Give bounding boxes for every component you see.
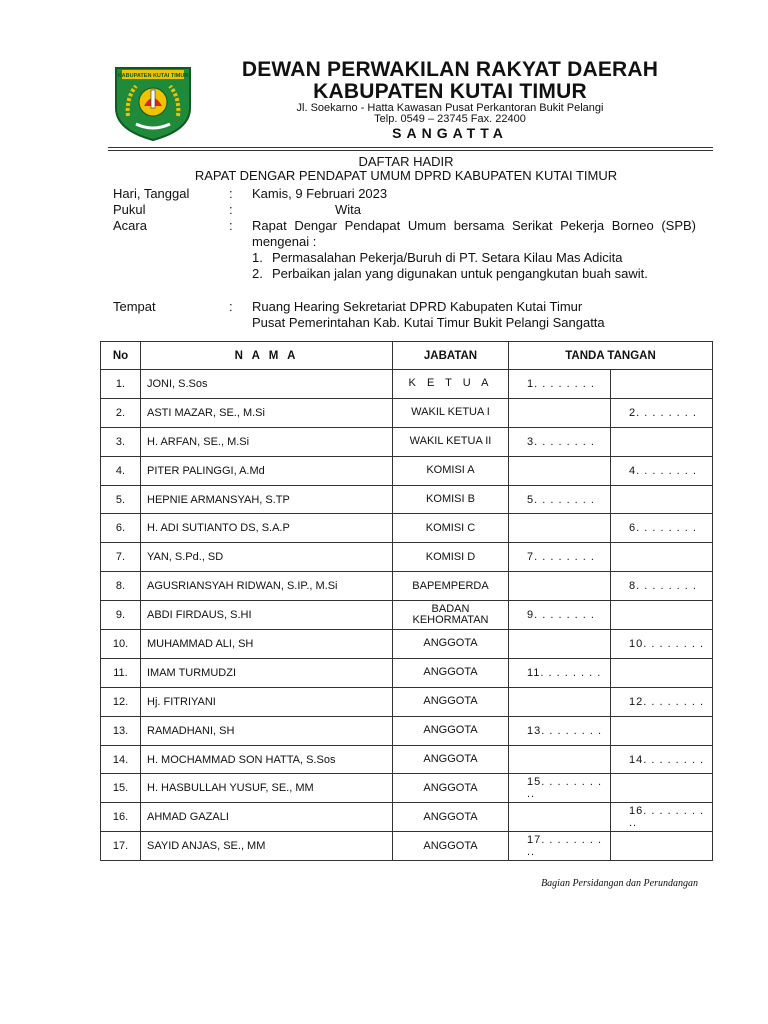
member-position: KOMISI C: [393, 514, 509, 543]
member-name: HEPNIE ARMANSYAH, S.TP: [141, 485, 393, 514]
agenda-item-number: 1.: [252, 250, 263, 265]
member-name: JONI, S.Sos: [141, 370, 393, 399]
row-number: 11.: [101, 658, 141, 687]
signature-right: [611, 427, 713, 456]
member-position: WAKIL KETUA I: [393, 398, 509, 427]
signature-right: 8. . . . . . . .: [611, 572, 713, 601]
member-name: AGUSRIANSYAH RIDWAN, S.IP., M.Si: [141, 572, 393, 601]
header-no: No: [101, 342, 141, 370]
member-position: BAPEMPERDA: [393, 572, 509, 601]
row-number: 13.: [101, 716, 141, 745]
member-position: ANGGOTA: [393, 716, 509, 745]
member-name: ABDI FIRDAUS, S.HI: [141, 601, 393, 630]
institution-address: Jl. Soekarno - Hatta Kawasan Pusat Perkantoran Bukit Pelangi: [296, 102, 604, 114]
member-name: AHMAD GAZALI: [141, 803, 393, 832]
row-number: 2.: [101, 398, 141, 427]
header-position: JABATAN: [393, 342, 509, 370]
signature-left: 7. . . . . . . .: [509, 543, 611, 572]
signature-right: [611, 716, 713, 745]
time-colon: :: [229, 202, 233, 217]
row-number: 15.: [101, 774, 141, 803]
footer-note: Bagian Persidangan dan Perundangan: [541, 878, 698, 889]
row-number: 9.: [101, 601, 141, 630]
member-name: H. MOCHAMMAD SON HATTA, S.Sos: [141, 745, 393, 774]
signature-right: [611, 543, 713, 572]
signature-left: [509, 514, 611, 543]
attendance-table: [100, 341, 713, 861]
table-row: [101, 803, 713, 832]
row-number: 3.: [101, 427, 141, 456]
signature-right: 10. . . . . . . .: [611, 630, 713, 659]
signature-left: [509, 630, 611, 659]
table-row: [101, 745, 713, 774]
member-position: ANGGOTA: [393, 630, 509, 659]
day-colon: :: [229, 186, 233, 201]
signature-left: [509, 398, 611, 427]
place-colon: :: [229, 299, 233, 314]
signature-right: 16. . . . . . . . ..: [611, 803, 713, 832]
signature-right: 12. . . . . . . .: [611, 687, 713, 716]
table-row: [101, 716, 713, 745]
signature-left: [509, 456, 611, 485]
signature-left: 1. . . . . . . .: [509, 370, 611, 399]
signature-left: [509, 803, 611, 832]
institution-name: DEWAN PERWAKILAN RAKYAT DAERAH: [241, 58, 659, 81]
member-name: H. ARFAN, SE., M.Si: [141, 427, 393, 456]
agenda-item: Perbaikan jalan yang digunakan untuk pengangkutan buah sawit.: [272, 266, 648, 281]
member-position: ANGGOTA: [393, 774, 509, 803]
agenda-item: Permasalahan Pekerja/Buruh di PT. Setara Kilau Mas Adicita: [272, 250, 623, 265]
table-row: [101, 601, 713, 630]
header-rule-thin: [108, 150, 713, 151]
place-label: Tempat: [113, 299, 156, 314]
member-name: Hj. FITRIYANI: [141, 687, 393, 716]
signature-right: 14. . . . . . . .: [611, 745, 713, 774]
member-position: WAKIL KETUA II: [393, 427, 509, 456]
signature-right: [611, 370, 713, 399]
row-number: 14.: [101, 745, 141, 774]
agenda-colon: :: [229, 218, 233, 233]
agenda-value: Rapat Dengar Pendapat Umum bersama Serikat Pekerja Borneo (SPB) mengenai :: [252, 218, 696, 249]
signature-left: 11. . . . . . . .: [509, 658, 611, 687]
member-position: BADAN KEHORMATAN: [393, 601, 509, 630]
place-line-1: Ruang Hearing Sekretariat DPRD Kabupaten Kutai Timur: [252, 299, 583, 314]
row-number: 5.: [101, 485, 141, 514]
row-number: 6.: [101, 514, 141, 543]
signature-right: [611, 832, 713, 861]
signature-right: [611, 774, 713, 803]
table-header-row: [101, 342, 713, 370]
member-position: ANGGOTA: [393, 658, 509, 687]
signature-left: [509, 687, 611, 716]
table-row: [101, 398, 713, 427]
header-rule-thick: [108, 147, 713, 148]
row-number: 8.: [101, 572, 141, 601]
table-row: [101, 832, 713, 861]
signature-right: [611, 658, 713, 687]
row-number: 12.: [101, 687, 141, 716]
table-row: [101, 687, 713, 716]
member-position: ANGGOTA: [393, 745, 509, 774]
signature-right: [611, 485, 713, 514]
signature-left: [509, 745, 611, 774]
attendance-table-body: [101, 370, 713, 861]
signature-left: [509, 572, 611, 601]
table-row: [101, 630, 713, 659]
member-position: KOMISI D: [393, 543, 509, 572]
day-value: Kamis, 9 Februari 2023: [252, 186, 388, 201]
signature-right: 4. . . . . . . .: [611, 456, 713, 485]
day-label: Hari, Tanggal: [113, 186, 190, 201]
place-line-2: Pusat Pemerintahan Kab. Kutai Timur Bukit Pelangi Sangatta: [252, 315, 605, 330]
table-row: [101, 543, 713, 572]
institution-phone: Telp. 0549 – 23745 Fax. 22400: [374, 113, 526, 125]
member-name: IMAM TURMUDZI: [141, 658, 393, 687]
member-name: YAN, S.Pd., SD: [141, 543, 393, 572]
signature-right: 6. . . . . . . .: [611, 514, 713, 543]
row-number: 16.: [101, 803, 141, 832]
row-number: 10.: [101, 630, 141, 659]
member-position: ANGGOTA: [393, 832, 509, 861]
row-number: 1.: [101, 370, 141, 399]
member-name: RAMADHANI, SH: [141, 716, 393, 745]
signature-right: [611, 601, 713, 630]
signature-left: 17. . . . . . . . ..: [509, 832, 611, 861]
member-position: ANGGOTA: [393, 687, 509, 716]
institution-city: SANGATTA: [392, 125, 508, 141]
table-row: [101, 658, 713, 687]
signature-right: 2. . . . . . . .: [611, 398, 713, 427]
header-name: N A M A: [141, 342, 393, 370]
agenda-label: Acara: [113, 218, 147, 233]
time-label: Pukul: [113, 202, 146, 217]
header-signature: TANDA TANGAN: [509, 342, 713, 370]
signature-left: 15. . . . . . . . ..: [509, 774, 611, 803]
table-row: [101, 774, 713, 803]
signature-left: 9. . . . . . . .: [509, 601, 611, 630]
table-row: [101, 485, 713, 514]
time-value: Wita: [335, 202, 361, 217]
row-number: 7.: [101, 543, 141, 572]
signature-left: 13. . . . . . . .: [509, 716, 611, 745]
document-title: DAFTAR HADIR: [358, 154, 454, 169]
member-name: MUHAMMAD ALI, SH: [141, 630, 393, 659]
signature-left: 5. . . . . . . .: [509, 485, 611, 514]
row-number: 4.: [101, 456, 141, 485]
table-row: [101, 514, 713, 543]
agenda-item-number: 2.: [252, 266, 263, 281]
member-name: ASTI MAZAR, SE., M.Si: [141, 398, 393, 427]
table-row: [101, 572, 713, 601]
table-row: [101, 427, 713, 456]
member-name: SAYID ANJAS, SE., MM: [141, 832, 393, 861]
row-number: 17.: [101, 832, 141, 861]
kutai-timur-regency-emblem: [110, 60, 196, 142]
logo-text: KABUPATEN KUTAI TIMUR: [117, 73, 189, 79]
institution-region: KABUPATEN KUTAI TIMUR: [313, 80, 587, 103]
member-position: KOMISI B: [393, 485, 509, 514]
member-position: KOMISI A: [393, 456, 509, 485]
table-row: [101, 370, 713, 399]
member-position: ANGGOTA: [393, 803, 509, 832]
document-subtitle: RAPAT DENGAR PENDAPAT UMUM DPRD KABUPATEN KUTAI TIMUR: [194, 168, 618, 183]
signature-left: 3. . . . . . . .: [509, 427, 611, 456]
member-name: H. ADI SUTIANTO DS, S.A.P: [141, 514, 393, 543]
member-name: H. HASBULLAH YUSUF, SE., MM: [141, 774, 393, 803]
member-name: PITER PALINGGI, A.Md: [141, 456, 393, 485]
table-row: [101, 456, 713, 485]
member-position: K E T U A: [393, 370, 509, 399]
